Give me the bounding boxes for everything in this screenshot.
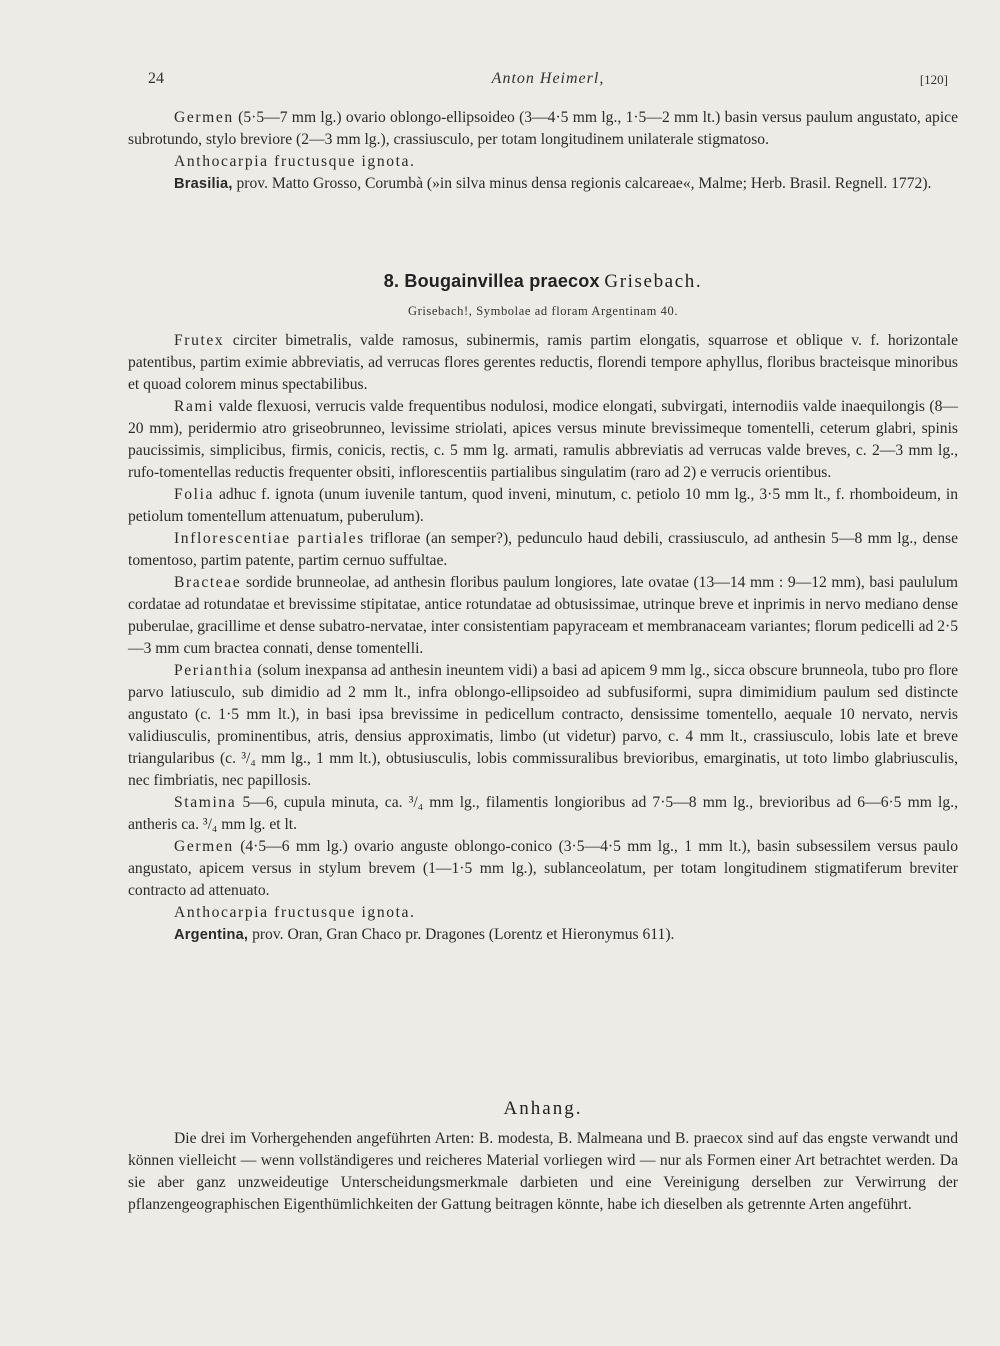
locality-paragraph: Brasilia, prov. Matto Grosso, Corumbà (»in silva minus densa regionis calcareae«, Malme; Herb. Brasil. Regnell. 1772). [174,175,932,192]
original-page-number: [120] [919,72,948,87]
running-header [148,70,948,94]
species-description [128,330,958,946]
description-paragraph: Rami valde flexuosi, verrucis valde frequentibus nodulosi, modice elongati, subvirgati, internodiis valde inaequilongis (8—20 mm), peridermio atro griseobrunneo, levissime striolati, apices versus minute brevissimeque tomentelli, ceterum glabri, spinis paucissimis, simplicibus, firmis, conicis, rectis, c. 5 mm lg. armati, ramulis abbreviatis ad verrucas valde breves, c. 2—3 mm lg., rufo-tomentellas reductis frequenter obsiti, inflorescentiis partialibus singulatim (raro ad 2) e verrucis orientibus. [128,398,958,481]
species-title: 8. Bougainvillea praecox Grisebach. [383,271,703,292]
description-paragraph: Bracteae sordide brunneolae, ad anthesin floribus paulum longiores, late ovatae (13—14 mm : 9—12 mm), basi paululum cordatae ad rotundatae et brevissime stipitatae, antice rotundatae ad obtusissimae, utrinque breve et inprimis in nervo mediano dense puberulae, gracillime et dense subatro-nervatae, inter consistentiam papyraceam et membranaceam variantes; florum pedicelli ad 2·5—3 mm cum bractea connati, dense tomentelli. [128,574,958,657]
description-paragraph: Inflorescentiae partiales triflorae (an semper?), pedunculo haud debili, crassiusculo, ad anthesin 5—8 mm lg., dense tomentoso, partim patente, partim cernuo suffultae. [128,530,958,569]
anthocarpia-line: Anthocarpia fructusque ignota. [174,904,416,921]
appendix-heading: Anhang. [503,1098,583,1119]
anthocarpia-line: Anthocarpia fructusque ignota. [174,153,416,170]
germen-paragraph: Germen (5·5—7 mm lg.) ovario oblongo-ellipsoideo (3—4·5 mm lg., 1·5—2 mm lt.) basin versus paulum angustato, apice subrotundo, stylo breviore (2—3 mm lg.), crassiusculo, per totam longitudinem unilaterale stigmatoso. [128,109,958,148]
description-paragraph: Stamina 5—6, cupula minuta, ca. ³/₄ mm lg., filamentis longioribus ad 7·5—8 mm lg., brevioribus ad 6—6·5 mm lg., antheris ca. ³/₄ mm lg. et lt. [128,794,958,833]
page-number: 24 [148,70,164,87]
locality-paragraph: Argentina, prov. Oran, Gran Chaco pr. Dragones (Lorentz et Hieronymus 611). [174,926,675,943]
description-paragraph: Perianthia (solum inexpansa ad anthesin ineuntem vidi) a basi ad apicem 9 mm lg., sicca obscure brunneola, tubo pro flore parvo latiusculo, sub dimidio ad 2 mm lt., infra oblongo-ellipsoideo ad subfusiformi, supra dimimidium paulum sed distincte angustato (c. 1·5 mm lt.), in basi ipsa brevissime in pedicellum contracto, densissime tomentello, aequale 10 nervato, nervis validiusculis, prominentibus, atris, densius approximatis, limbo (ut videtur) parvo, c. 4 mm lt., crassiusculo, lobis late et breve triangularibus (c. ³/₄ mm lg., 1 mm lt.), obtusiusculis, lobis commissuralibus brevioribus, emarginatis, ut toto limbo glabriusculis, nec fimbriatis, nec papillosis. [128,662,958,789]
appendix-paragraph: Die drei im Vorhergehenden angeführten Arten: B. modesta, B. Malmeana und B. praecox sind auf das engste verwandt und können vielleicht — wenn vollständigeres und reicheres Material vorliegen wird — nur als Formen einer Art betrachtet werden. Da sie aber ganz unzweideutige Unterscheidungsmerkmale darbieten und eine Vereinigung derselben zur Verwirrung der pflanzengeographischen Eigenthümlichkeiten der Gattung beitragen könnte, habe ich dieselben als getrennte Arten angeführt. [128,1130,958,1213]
previous-species-section [128,107,958,195]
description-paragraph: Germen (4·5—6 mm lg.) ovario anguste oblongo-conico (3·5—4·5 mm lg., 1 mm lt.), basin subsessilem versus paulo angustato, apicem versus in stylum brevem (1—1·5 mm lg.), sublanceolatum, per totam longitudinem stigmatiferum breviter contracto ad attenuato. [128,838,958,899]
appendix-section [128,1128,958,1216]
species-citation: Grisebach!, Symbolae ad floram Argentinam 40. [407,304,679,318]
description-paragraph: Folia adhuc f. ignota (unum iuvenile tantum, quod inveni, minutum, c. petiolo 10 mm lg., 3·5 mm lt., f. rhomboideum, in petiolum tomentellum attenuatum, puberulum). [128,486,958,525]
running-author: Anton Heimerl, [491,70,605,87]
description-paragraph: Frutex circiter bimetralis, valde ramosus, subinermis, ramis partim elongatis, squarrose et oblique v. f. horizontale patentibus, partim eximie abbreviatis, ad verrucas flores gerentes reductis, florendi tempore aphyllus, floribus bracteisque minoribus et quoad colorem minus spectabilibus. [128,332,958,393]
